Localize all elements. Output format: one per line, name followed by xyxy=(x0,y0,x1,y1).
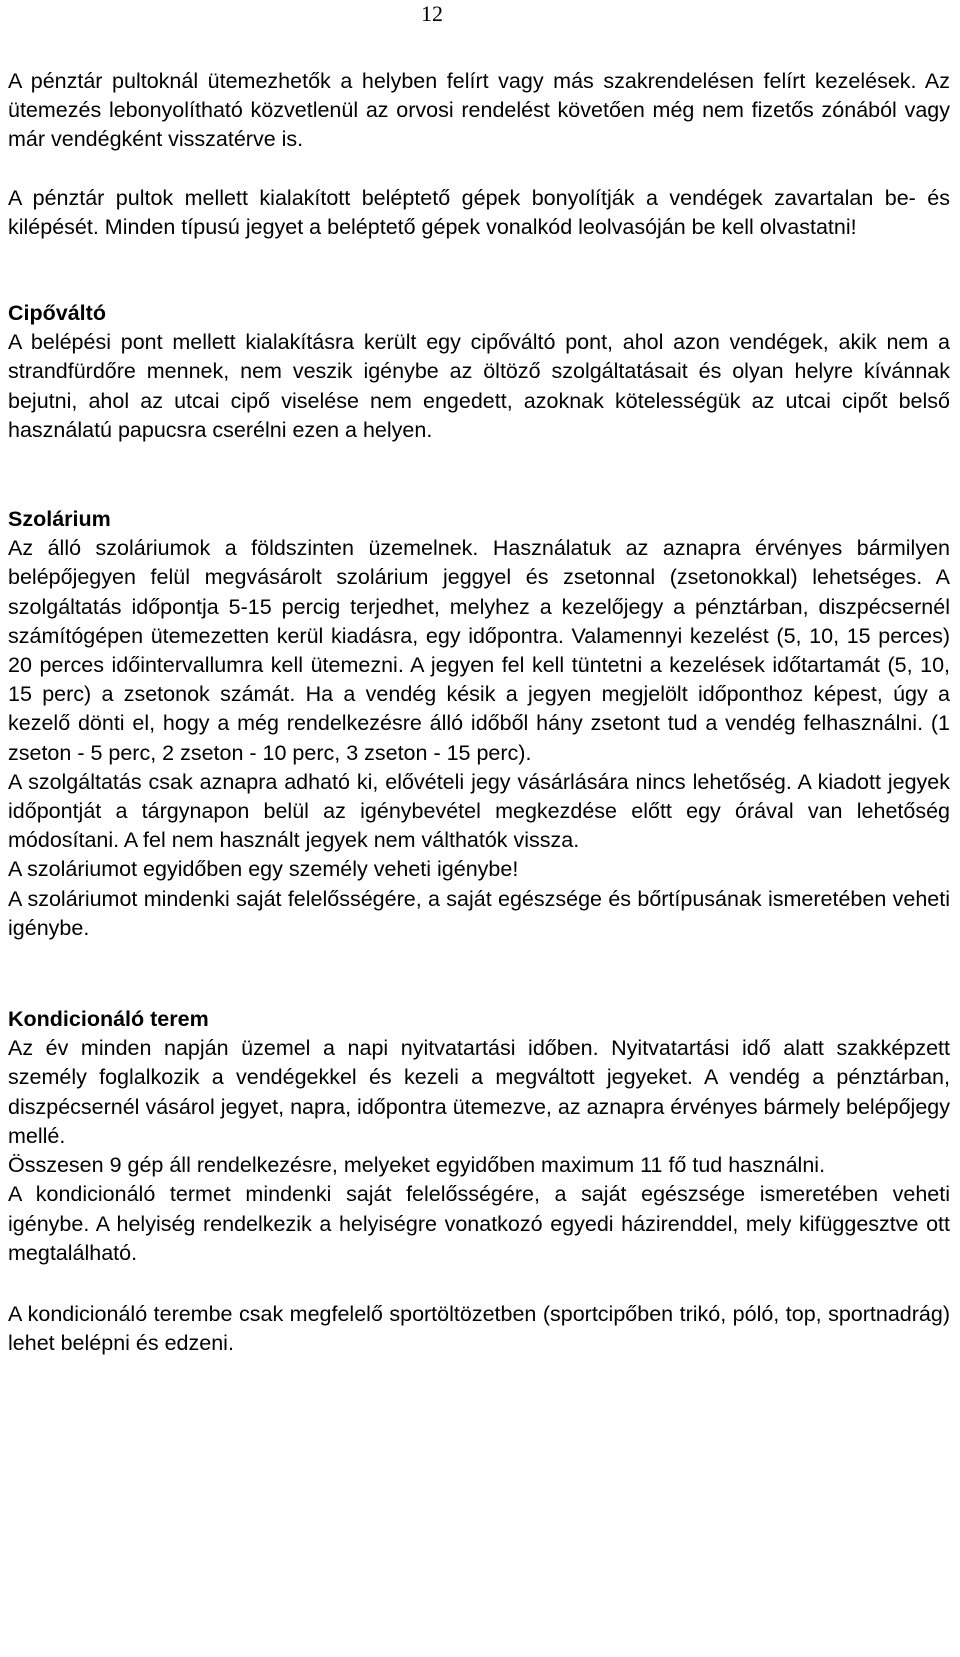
section-title-kondicionalo: Kondicionáló terem xyxy=(8,1007,209,1032)
szolarium-paragraph-3: A szoláriumot egyidőben egy személy veheti igénybe! xyxy=(8,857,519,882)
kondicionalo-paragraph-2: Összesen 9 gép áll rendelkezésre, melyeket egyidőben maximum 11 fő tud használni. xyxy=(8,1153,826,1178)
kondicionalo-paragraph-1: Az év minden napján üzemel a napi nyitvatartási időben. Nyitvatartási idő alatt szakképzett személy foglalkozik a vendégekkel és kezeli a megváltott jegyeket. A vendég a pénztárban, diszpécsernél vásárol jegyet, napra, időpontra ütemezve, az aznapra érvényes bármely belépőjegy mellé. xyxy=(8,1036,950,1148)
szolarium-paragraph-2: A szolgáltatás csak aznapra adható ki, elővételi jegy vásárlására nincs lehetőség. A kiadott jegyek időpontját a tárgynapon belül az igénybevétel megkezdése előtt egy órával van lehetőség módosítani. A fel nem használt jegyek nem válthatók vissza. xyxy=(8,769,950,853)
section-szolarium xyxy=(8,505,950,943)
page-number: 12 xyxy=(421,1,443,26)
szolarium-paragraph-1: Az álló szoláriumok a földszinten üzemelnek. Használatuk az aznapra érvényes bármilyen belépőjegyen felül megvásárolt szolárium jeggyel és zsetonnal (zsetonokkal) lehetséges. A szolgáltatás időpontja 5-15 percig terjedhet, melyhez a kezelőjegy a pénztárban, diszpécsernél számítógépen ütemezetten kerül kiadásra, egy időpontra. Valamennyi kezelést (5, 10, 15 perces) 20 perces időintervallumra kell ütemezni. A jegyen fel kell tüntetni a kezelések időtartamát (5, 10, 15 perc) a zsetonok számát. Ha a vendég késik a jegyen megjelölt időponthoz képest, úgy a kezelő dönti el, hogy a még rendelkezésre álló időből hány zsetont tud a vendég felhasználni. (1 zseton - 5 perc, 2 zseton - 10 perc, 3 zseton - 15 perc). xyxy=(8,536,950,765)
section-title-szolarium: Szolárium xyxy=(8,507,111,532)
intro-paragraph-2: A pénztár pultok mellett kialakított beléptető gépek bonyolítják a vendégek zavartalan be- és kilépését. Minden típusú jegyet a beléptető gépek vonalkód leolvasóján be kell olvastatni! xyxy=(8,185,950,239)
kondicionalo-paragraph-4: A kondicionáló terembe csak megfelelő sportöltözetben (sportcipőben trikó, póló, top, sportnadrág) lehet belépni és edzeni. xyxy=(8,1301,950,1356)
section-kondicionalo xyxy=(8,1005,950,1358)
section-cipovalto xyxy=(8,299,950,445)
szolarium-paragraph-4: A szoláriumot mindenki saját felelősségére, a saját egészsége és bőrtípusának ismeretében veheti igénybe. xyxy=(8,886,950,940)
cipovalto-paragraph: A belépési pont mellett kialakításra került egy cipőváltó pont, ahol azon vendégek, akik nem a strandfürdőre mennek, nem veszik igénybe az öltöző szolgáltatásait és olyan helyre kívánnak bejutni, ahol az utcai cipő viselése nem engedett, azoknak kötelességük az utcai cipőt belső használatú papucsra cserélni ezen a helyen. xyxy=(8,330,950,442)
document-body xyxy=(8,67,950,1358)
intro-paragraph-1: A pénztár pultoknál ütemezhetők a helyben felírt vagy más szakrendelésen felírt kezelések. Az ütemezés lebonyolítható közvetlenül az orvosi rendelést követően még nem fizetős zónából vagy már vendégként visszatérve is. xyxy=(8,69,950,152)
section-title-cipovalto: Cipőváltó xyxy=(8,301,106,326)
kondicionalo-paragraph-3: A kondicionáló termet mindenki saját felelősségére, a saját egészsége ismeretében veheti igénybe. A helyiség rendelkezik a helyiségre vonatkozó egyedi házirenddel, mely kifüggesztve ott megtalálható. xyxy=(8,1182,950,1265)
